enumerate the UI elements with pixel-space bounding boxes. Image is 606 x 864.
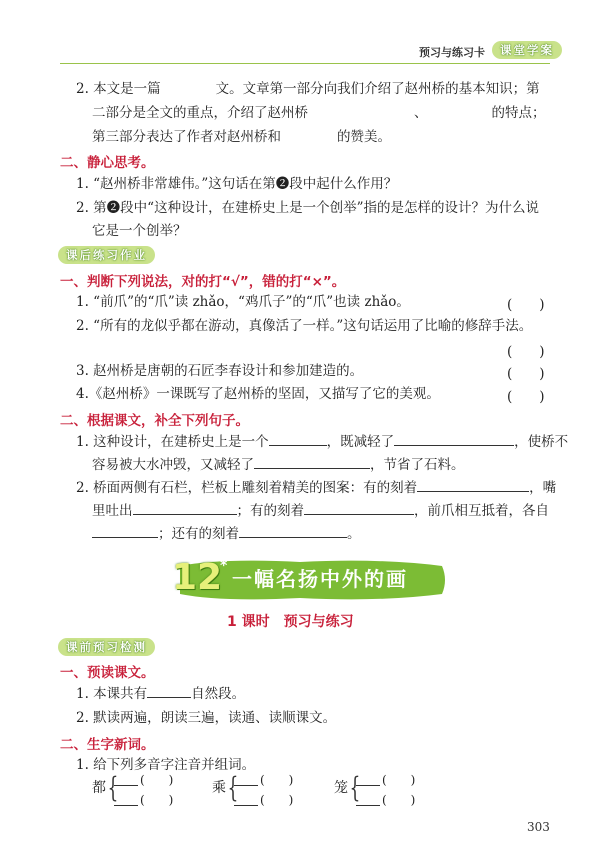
pinyin-blank[interactable] [114,793,138,806]
judge-item-1: 1. “前爪”的“爪”读 zhǎo，“鸡爪子”的“爪”也读 zhǎo。 [76,294,410,310]
fill-blank[interactable] [239,525,347,538]
fill-2-text-a: 2. 桥面两侧有石栏，栏板上雕刻着精美的图案：有的刻着 [76,480,418,496]
word-paren[interactable]: ( ) [260,793,294,807]
lesson-subtitle: 1 课时 预习与练习 [227,614,354,630]
read-item-2: 2. 默读两遍，朗读三遍，读通、读顺课文。 [76,710,337,726]
think-title: 二、静心思考。 [60,155,155,171]
header-label: 预习与练习卡 [419,46,485,59]
judge-item-3: 3. 赵州桥是唐朝的石匠李春设计和参加建造的。 [76,363,364,379]
q2-line1-text-b: 文。文章第一部分向我们介绍了赵州桥的基本知识；第 [215,81,540,97]
q2-line3 [92,128,391,146]
polyphonic-char: 都 [92,780,106,796]
fill-2-line3 [92,525,361,543]
fill-1-line2 [92,456,465,474]
judge-item-2: 2. “所有的龙似乎都在游动，真像活了一样。”这句话运用了比喻的修辞手法。 [76,318,533,334]
read-title: 一、预读课文。 [60,665,155,681]
fill-blank[interactable] [92,525,158,538]
judge-paren-3[interactable]: ( ) [507,366,545,382]
judge-paren-4[interactable]: ( ) [507,389,545,405]
judge-title: 一、判断下列说法，对的打“√”，错的打“×”。 [60,274,346,290]
preview-badge: 课前预习检测 [58,638,155,656]
q2-line2-text-c: 的特点； [491,105,546,121]
fill-1-text-e: ，节省了石料。 [370,457,465,473]
read-item-1 [76,685,245,703]
fill-blank[interactable] [254,456,370,469]
fill-2-text-d: ；有的刻着 [236,503,304,519]
pinyin-blank[interactable] [234,773,258,786]
fill-blank[interactable] [394,433,514,446]
word-paren[interactable]: ( ) [382,773,416,787]
lesson-number: 12 [172,557,223,598]
fill-1-text-c: ，使桥不 [514,434,569,450]
fill-1-text-b: ，既减轻了 [326,434,395,450]
page-number: 303 [527,820,550,834]
fill-blank[interactable] [304,502,414,515]
fill-blank[interactable] [133,502,237,515]
fill-1-text-a: 1. 这种设计，在建桥史上是一个 [76,434,269,450]
judge-item-4: 4.《赵州桥》一课既写了赵州桥的坚固，又描写了它的美观。 [76,386,440,402]
words-item-1: 1. 给下列多音字注音并组词。 [76,757,256,773]
header-badge: 课堂学案 [492,41,562,59]
fill-2-text-f: ；还有的刻着 [158,526,239,542]
fill-2-text-e: ，前爪相互抵着，各自 [414,503,549,519]
brace-icon: { [107,771,119,804]
words-title: 二、生字新词。 [60,737,155,753]
q2-line3-text-b: 的赞美。 [337,129,391,145]
lesson-title: 一幅名扬中外的画 [232,567,408,591]
fill-2-text-b: ，嘴 [529,480,557,496]
fill-blank[interactable] [269,433,327,446]
homework-badge: 课后练习作业 [58,246,155,264]
word-paren[interactable]: ( ) [140,773,174,787]
think-q1: 1. “赵州桥非常雄伟。”这句话在第❷段中起什么作用？ [76,176,398,192]
pinyin-blank[interactable] [114,773,138,786]
fill-2-text-c: 里吐出 [92,503,133,519]
fill-1-text-d: 容易被大水冲毁，又减轻了 [92,457,254,473]
polyphonic-char: 乘 [212,780,226,796]
fill-1-line1 [76,433,568,451]
word-paren[interactable]: ( ) [260,773,294,787]
q2-line3-text-a: 第三部分表达了作者对赵州桥和 [92,129,281,145]
q2-line1-text-a: 2. 本文是一篇 [76,81,161,97]
fill-2-line1 [76,479,556,497]
brace-icon: { [349,771,361,804]
fill-blank[interactable] [417,479,529,492]
read-item-1-text-a: 1. 本课共有 [76,686,148,702]
fill-blank[interactable] [147,685,191,698]
brace-icon: { [227,771,239,804]
read-item-1-text-b: 自然段。 [191,686,246,702]
q2-line1 [76,80,540,98]
q2-line2-text-b: 、 [414,105,428,121]
pinyin-blank[interactable] [356,773,380,786]
fill-title: 二、根据课文，补全下列句子。 [60,413,249,429]
judge-paren-2[interactable]: ( ) [507,344,545,360]
word-paren[interactable]: ( ) [140,793,174,807]
lesson-star: * [220,558,228,574]
judge-paren-1[interactable]: ( ) [507,297,545,313]
pinyin-blank[interactable] [234,793,258,806]
fill-2-line2 [92,502,549,520]
polyphonic-char: 笼 [334,780,348,796]
header-rule [60,63,550,64]
fill-2-text-g: 。 [347,526,361,542]
think-q2-line1: 2. 第❷段中“这种设计，在建桥史上是一个创举”指的是怎样的设计？为什么说 [76,200,539,216]
word-paren[interactable]: ( ) [382,793,416,807]
think-q2-line2: 它是一个创举？ [92,223,187,239]
pinyin-blank[interactable] [356,793,380,806]
q2-line2 [92,104,546,122]
q2-line2-text-a: 二部分是全文的重点，介绍了赵州桥 [92,105,308,121]
